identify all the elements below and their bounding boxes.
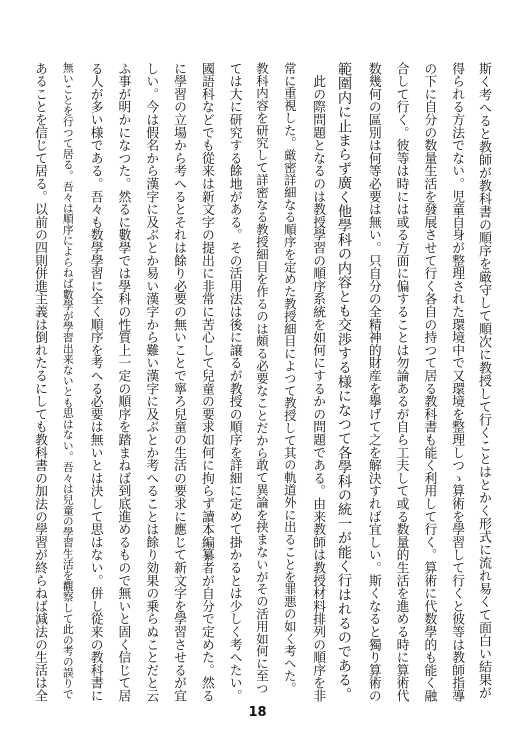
text-line-3: の下に自分の数量生活を發展させて行く各自の持つて居る教科書も能く利用して行く。算術に代数學的も能く融: [421, 62, 437, 702]
text-line-5: 数幾何の區別は何等必要は無い。只自分の全精神的財産を擧げて之を解決すれば宜しい。斯くなると獨り算術の: [365, 62, 381, 702]
text-line-12: に學習の立場から考へるとそれは餘り必要の無いことで寧ろ兒童の生活の要求に應じて新文字を學習させるが宜: [171, 62, 187, 702]
text-line-14: ふ事が明かになつた。然るに數學では學科の性質上一定の順序を踏まねば到底進めるもので無いと固く信じて居: [115, 62, 131, 702]
text-line-4: 合して行く。彼等は時には或る方面に偏することは勿論あるが自ら工夫して或る数量的生活を進める時に算術代: [393, 62, 409, 702]
text-line-13: しい。今は假名から漢字に及ぶとか易い漢字から難い漢字に及ぶとか考へることは餘り効果の乗らぬことだと云: [143, 62, 159, 702]
vertical-text-block: [28, 62, 490, 702]
text-line-7: 此の際問題となるのは教授學習の順序系統を如何にするかの問題である。由来教師は教授材料排列の順序を非: [310, 62, 326, 702]
text-line-2: 得られる方法でない。児童自身が整理された環境中で又環境を整理しつゝ算術を學習して行くと彼等は教師指導: [449, 62, 465, 702]
page-number: 18: [248, 705, 267, 720]
text-line-1: 斯く考へると教師が教科書の順序を厳守して順次に教授して行くことはとかく形式に流れ易くて面白い結果が: [476, 62, 491, 699]
text-line-6: 範圍内に止まらず廣く他學科の内容とも交渉する様になつて各學科の統一が能く行はれるのである。: [335, 62, 352, 701]
text-line-17: あることを信じて居る。以前の四則併進主義は倒れたるにしても教科書の加法の學習が終らねば減法の生活は全: [32, 62, 47, 702]
text-line-11: 國語科などでも從来は新文字の提出に非常に苦心して兒童の要求如何に拘らず讀本編纂者が自分で定めた。然る: [198, 62, 214, 702]
text-line-8: 常に重視した。厳密詳細なる順序を定めた教授細目によつて教授して其の軌道外に出ることを罪悪の如く考へた。: [282, 62, 298, 695]
text-line-15: る人が多い様である。吾々も数學學習に全く順序を考へる必要は無いとは決して思はない。併し從来の教科書に: [87, 62, 103, 702]
text-line-10: ては大に研究する餘地がある。その活用法は後に譲るが教授の順序を詳細に定めて掛かるとは少しく考へたい。: [226, 62, 242, 702]
text-line-16: 無いことを行つて居る。吾々は順序によらねば數學が學習出来ないとも思はない。吾々は兒童の學習生活を觀察して此の考の誤りで: [61, 62, 75, 700]
text-line-9: 教科内容を研究して詳密なる教授細目を作るのは頗る必要なことだから敢て異論を挟まないがその活用如何に至つ: [254, 62, 270, 695]
